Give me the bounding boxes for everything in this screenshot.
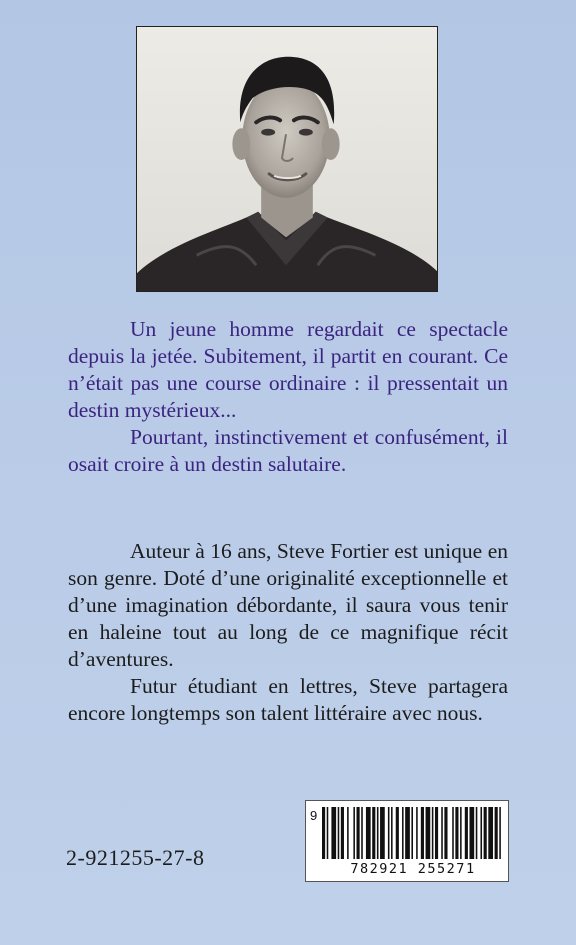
barcode-bar xyxy=(499,807,501,859)
barcode-bar xyxy=(469,807,474,859)
barcode-bar xyxy=(476,807,478,859)
barcode-bar xyxy=(480,807,482,859)
barcode-bar xyxy=(421,807,424,859)
isbn-number: 2-921255-27-8 xyxy=(66,845,205,870)
barcode-bar xyxy=(372,807,375,859)
barcode-bar xyxy=(341,807,344,859)
barcode-bar xyxy=(331,807,336,859)
barcode-bar xyxy=(396,807,399,859)
barcode-bar xyxy=(405,807,410,859)
barcode-bar xyxy=(411,807,413,859)
barcode-bar xyxy=(452,807,454,859)
barcode-bar xyxy=(347,807,349,859)
barcode-bar xyxy=(322,807,325,859)
author-bio-paragraph: Auteur à 16 ans, Steve Fortier est unique en son genre. Doté d’une originalité exceptionnelle et d’une imagination débordante, il saura vous tenir en haleine tout au long de ce magnifique récit d’aventures. xyxy=(68,539,508,671)
barcode-bar xyxy=(444,807,447,859)
barcode-bar xyxy=(416,807,418,859)
barcode-bar xyxy=(426,807,431,859)
author-bio-paragraph: Futur étudiant en lettres, Steve partagera encore longtemps son talent littéraire avec nous. xyxy=(68,674,508,725)
barcode-bar xyxy=(357,807,360,859)
author-photo xyxy=(136,26,438,292)
barcode-bar xyxy=(388,807,390,859)
barcode-bar xyxy=(460,807,462,859)
barcode-bar xyxy=(402,807,404,859)
portrait-photo xyxy=(137,27,437,291)
barcode-bar xyxy=(338,807,340,859)
barcode-bar xyxy=(441,807,443,859)
barcode-bar xyxy=(361,807,363,859)
barcode-bar xyxy=(377,807,379,859)
barcode-bars xyxy=(322,807,504,859)
barcode-bar xyxy=(366,807,371,859)
barcode-bar xyxy=(455,807,458,859)
excerpt-paragraph: Pourtant, instinctivement et confusément, il osait croire à un destin salutaire. xyxy=(68,425,508,476)
barcode-digits: 782921 255271 xyxy=(350,861,476,877)
barcode xyxy=(305,800,509,882)
barcode-bar xyxy=(380,807,385,859)
barcode-bar xyxy=(488,807,493,859)
barcode-bar xyxy=(327,807,329,859)
barcode-lead-digit: 9 xyxy=(310,808,318,823)
barcode-bar xyxy=(495,807,498,859)
barcode-bar xyxy=(465,807,468,859)
excerpt-paragraph: Un jeune homme regardait ce spectacle depuis la jetée. Subitement, il partit en courant. Ce n’était pas une course ordinaire : il pressentait un destin mystérieux... xyxy=(68,317,508,422)
barcode-bar xyxy=(391,807,393,859)
barcode-bar xyxy=(435,807,438,859)
barcode-bar xyxy=(353,807,355,859)
barcode-bar xyxy=(432,807,434,859)
barcode-bar xyxy=(484,807,487,859)
